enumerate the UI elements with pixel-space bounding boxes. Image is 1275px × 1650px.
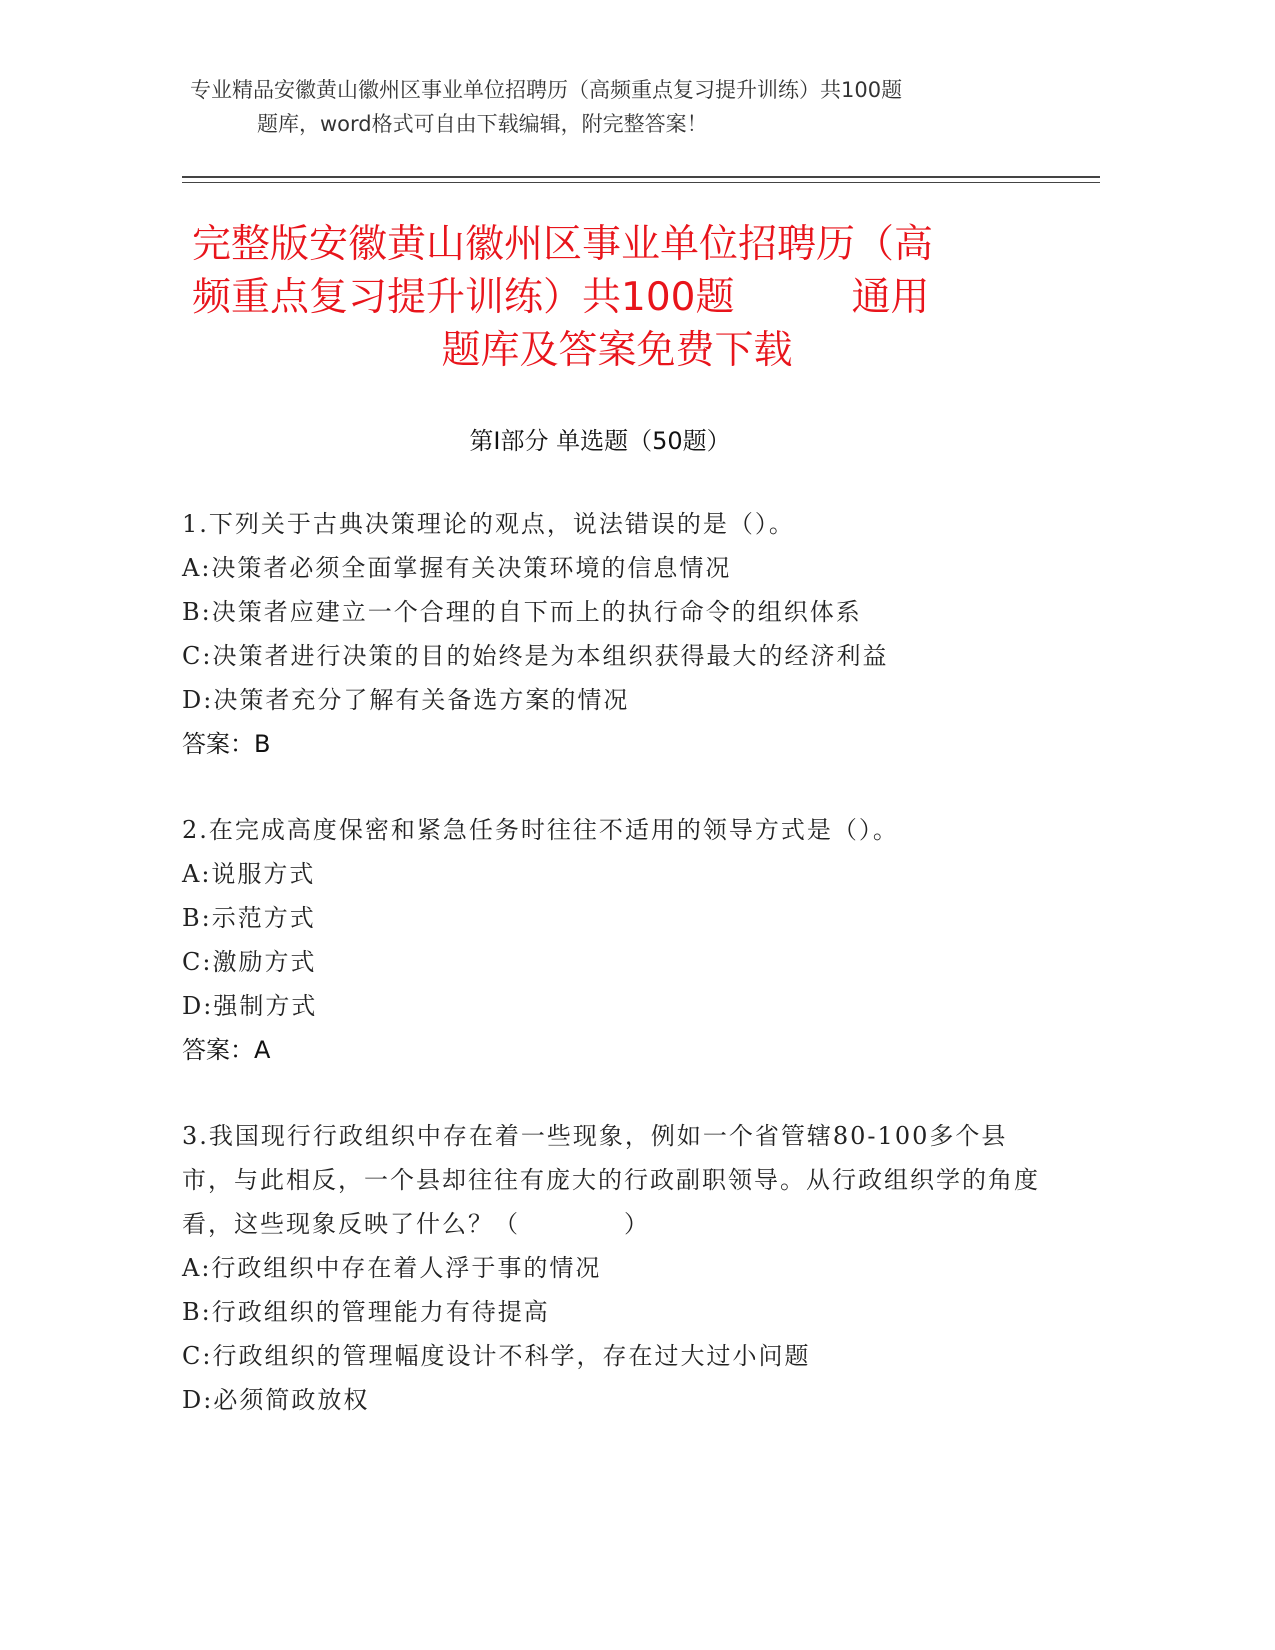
option-c: C:激励方式 xyxy=(182,948,317,976)
option-d: D:强制方式 xyxy=(182,992,318,1020)
question-text: 2.在完成高度保密和紧急任务时往往不适用的领导方式是（）。 xyxy=(182,816,899,844)
question-3 xyxy=(182,1114,1052,1422)
section-heading: 第Ⅰ部分 单选题（50题） xyxy=(469,427,731,455)
option-c: C:决策者进行决策的目的始终是为本组织获得最大的经济利益 xyxy=(182,642,889,670)
header-line-1: 专业精品安徽黄山徽州区事业单位招聘历（高频重点复习提升训练）共100题 xyxy=(190,78,903,102)
title-line-3: 题库及答案免费下载 xyxy=(441,328,793,373)
header-divider-thin xyxy=(182,182,1100,183)
page-header xyxy=(182,73,1042,141)
option-a: A:说服方式 xyxy=(182,860,316,888)
document-title xyxy=(192,218,1072,377)
option-d: D:必须简政放权 xyxy=(182,1386,370,1414)
option-d: D:决策者充分了解有关备选方案的情况 xyxy=(182,686,630,714)
option-a: A:决策者必须全面掌握有关决策环境的信息情况 xyxy=(182,554,732,582)
question-text: 1.下列关于古典决策理论的观点，说法错误的是（）。 xyxy=(182,510,795,538)
option-b: B:行政组织的管理能力有待提高 xyxy=(182,1298,550,1326)
question-2 xyxy=(182,808,1052,1072)
question-1 xyxy=(182,502,1052,766)
question-text: 3.我国现行行政组织中存在着一些现象，例如一个省管辖80-100多个县市，与此相反，一个县却往往有庞大的行政副职领导。从行政组织学的角度看，这些现象反映了什么？（ ） xyxy=(182,1122,1040,1238)
title-line-1: 完整版安徽黄山徽州区事业单位招聘历（高 xyxy=(192,222,934,267)
option-b: B:示范方式 xyxy=(182,904,316,932)
header-divider-thick xyxy=(182,176,1100,178)
option-b: B:决策者应建立一个合理的自下而上的执行命令的组织体系 xyxy=(182,598,862,626)
title-line-2: 频重点复习提升训练）共100题 通用 xyxy=(192,275,930,320)
answer: 答案：B xyxy=(182,730,271,758)
header-line-2: 题库，word格式可自由下载编辑，附完整答案！ xyxy=(257,112,708,136)
option-c: C:行政组织的管理幅度设计不科学，存在过大过小问题 xyxy=(182,1342,811,1370)
option-a: A:行政组织中存在着人浮于事的情况 xyxy=(182,1254,602,1282)
answer: 答案：A xyxy=(182,1036,271,1064)
